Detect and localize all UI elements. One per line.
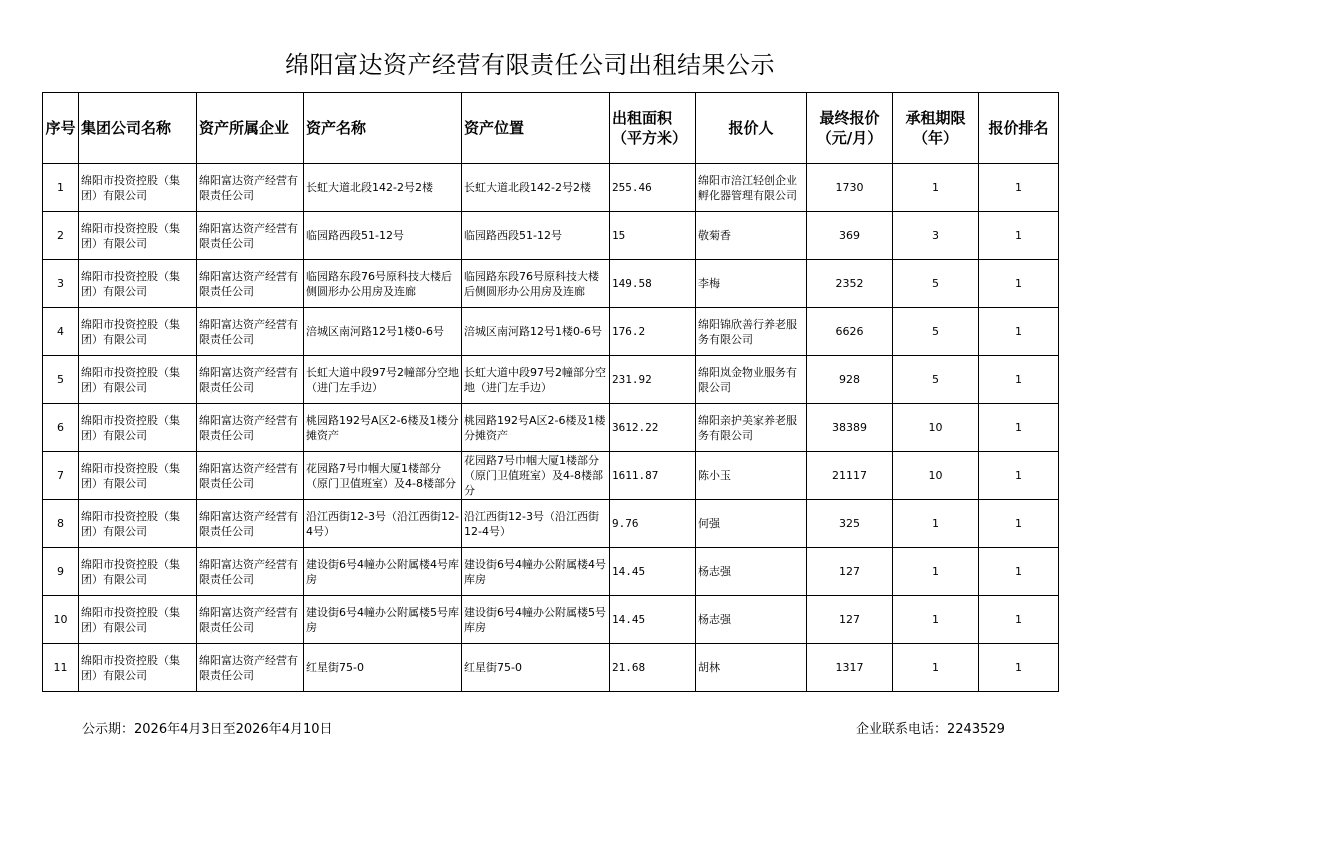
cell-bid-rank: 1 <box>979 308 1059 356</box>
header-bid-rank: 报价排名 <box>979 93 1059 164</box>
cell-owner-enterprise: 绵阳富达资产经营有限责任公司 <box>197 452 304 500</box>
cell-owner-enterprise: 绵阳富达资产经营有限责任公司 <box>197 404 304 452</box>
header-final-price: 最终报价（元/月） <box>807 93 893 164</box>
cell-bid-rank: 1 <box>979 164 1059 212</box>
cell-final-price: 1730 <box>807 164 893 212</box>
cell-rental-area: 3612.22 <box>610 404 696 452</box>
header-group-company: 集团公司名称 <box>79 93 197 164</box>
cell-lease-term: 10 <box>893 404 979 452</box>
cell-lease-term: 5 <box>893 260 979 308</box>
cell-lease-term: 1 <box>893 596 979 644</box>
cell-rental-area: 14.45 <box>610 548 696 596</box>
cell-bid-rank: 1 <box>979 644 1059 692</box>
cell-lease-term: 3 <box>893 212 979 260</box>
cell-bidder: 杨志强 <box>696 596 807 644</box>
cell-final-price: 21117 <box>807 452 893 500</box>
cell-owner-enterprise: 绵阳富达资产经营有限责任公司 <box>197 212 304 260</box>
cell-group-company: 绵阳市投资控股（集团）有限公司 <box>79 308 197 356</box>
cell-asset-location: 建设街6号4幢办公附属楼5号库房 <box>462 596 610 644</box>
cell-asset-location: 花园路7号巾帼大厦1楼部分（原门卫值班室）及4-8楼部分 <box>462 452 610 500</box>
cell-final-price: 928 <box>807 356 893 404</box>
cell-group-company: 绵阳市投资控股（集团）有限公司 <box>79 644 197 692</box>
cell-group-company: 绵阳市投资控股（集团）有限公司 <box>79 548 197 596</box>
cell-asset-location: 长虹大道北段142-2号2楼 <box>462 164 610 212</box>
cell-index: 7 <box>43 452 79 500</box>
cell-index: 6 <box>43 404 79 452</box>
table-row <box>43 404 1059 452</box>
cell-final-price: 2352 <box>807 260 893 308</box>
cell-asset-name: 建设街6号4幢办公附属楼5号库房 <box>304 596 462 644</box>
cell-rental-area: 9.76 <box>610 500 696 548</box>
cell-lease-term: 5 <box>893 356 979 404</box>
cell-asset-name: 长虹大道中段97号2幢部分空地（进门左手边） <box>304 356 462 404</box>
cell-index: 11 <box>43 644 79 692</box>
rental-results-table <box>42 92 1059 692</box>
cell-bidder: 何强 <box>696 500 807 548</box>
cell-bid-rank: 1 <box>979 596 1059 644</box>
cell-final-price: 369 <box>807 212 893 260</box>
table-row <box>43 644 1059 692</box>
cell-asset-location: 桃园路192号A区2-6楼及1楼分摊资产 <box>462 404 610 452</box>
cell-bidder: 杨志强 <box>696 548 807 596</box>
cell-rental-area: 1611.87 <box>610 452 696 500</box>
cell-asset-name: 建设街6号4幢办公附属楼4号库房 <box>304 548 462 596</box>
header-rental-area: 出租面积（平方米） <box>610 93 696 164</box>
cell-lease-term: 1 <box>893 548 979 596</box>
cell-bidder: 绵阳岚金物业服务有限公司 <box>696 356 807 404</box>
cell-asset-location: 红星街75-0 <box>462 644 610 692</box>
cell-owner-enterprise: 绵阳富达资产经营有限责任公司 <box>197 596 304 644</box>
cell-asset-name: 沿江西街12-3号（沿江西街12-4号） <box>304 500 462 548</box>
cell-bidder: 胡林 <box>696 644 807 692</box>
cell-bid-rank: 1 <box>979 548 1059 596</box>
cell-index: 5 <box>43 356 79 404</box>
cell-rental-area: 255.46 <box>610 164 696 212</box>
cell-owner-enterprise: 绵阳富达资产经营有限责任公司 <box>197 356 304 404</box>
cell-lease-term: 1 <box>893 644 979 692</box>
header-index: 序号 <box>43 93 79 164</box>
table-row <box>43 596 1059 644</box>
cell-bidder: 绵阳市涪江轻创企业孵化器管理有限公司 <box>696 164 807 212</box>
cell-owner-enterprise: 绵阳富达资产经营有限责任公司 <box>197 548 304 596</box>
table-row <box>43 164 1059 212</box>
table-row <box>43 260 1059 308</box>
cell-asset-name: 桃园路192号A区2-6楼及1楼分摊资产 <box>304 404 462 452</box>
cell-rental-area: 149.58 <box>610 260 696 308</box>
cell-bid-rank: 1 <box>979 500 1059 548</box>
cell-index: 3 <box>43 260 79 308</box>
publicity-period: 公示期：2026年4月3日至2026年4月10日 <box>82 722 333 737</box>
cell-index: 9 <box>43 548 79 596</box>
cell-asset-name: 红星街75-0 <box>304 644 462 692</box>
cell-bidder: 李梅 <box>696 260 807 308</box>
table-row <box>43 356 1059 404</box>
cell-rental-area: 176.2 <box>610 308 696 356</box>
cell-final-price: 127 <box>807 596 893 644</box>
cell-asset-name: 长虹大道北段142-2号2楼 <box>304 164 462 212</box>
cell-asset-location: 建设街6号4幢办公附属楼4号库房 <box>462 548 610 596</box>
cell-lease-term: 5 <box>893 308 979 356</box>
cell-asset-location: 长虹大道中段97号2幢部分空地（进门左手边） <box>462 356 610 404</box>
cell-final-price: 6626 <box>807 308 893 356</box>
cell-owner-enterprise: 绵阳富达资产经营有限责任公司 <box>197 644 304 692</box>
cell-group-company: 绵阳市投资控股（集团）有限公司 <box>79 260 197 308</box>
cell-group-company: 绵阳市投资控股（集团）有限公司 <box>79 404 197 452</box>
table-row <box>43 548 1059 596</box>
cell-index: 2 <box>43 212 79 260</box>
cell-owner-enterprise: 绵阳富达资产经营有限责任公司 <box>197 500 304 548</box>
cell-bidder: 陈小玉 <box>696 452 807 500</box>
cell-lease-term: 10 <box>893 452 979 500</box>
cell-asset-location: 涪城区南河路12号1楼0-6号 <box>462 308 610 356</box>
cell-bidder: 绵阳锦欣善行养老服务有限公司 <box>696 308 807 356</box>
cell-group-company: 绵阳市投资控股（集团）有限公司 <box>79 452 197 500</box>
table-row <box>43 500 1059 548</box>
cell-bidder: 绵阳亲护美家养老服务有限公司 <box>696 404 807 452</box>
cell-owner-enterprise: 绵阳富达资产经营有限责任公司 <box>197 164 304 212</box>
cell-bid-rank: 1 <box>979 260 1059 308</box>
cell-owner-enterprise: 绵阳富达资产经营有限责任公司 <box>197 260 304 308</box>
cell-final-price: 38389 <box>807 404 893 452</box>
cell-index: 8 <box>43 500 79 548</box>
cell-asset-location: 临园路东段76号原科技大楼后侧圆形办公用房及连廊 <box>462 260 610 308</box>
cell-lease-term: 1 <box>893 164 979 212</box>
cell-group-company: 绵阳市投资控股（集团）有限公司 <box>79 356 197 404</box>
cell-asset-name: 临园路东段76号原科技大楼后侧圆形办公用房及连廊 <box>304 260 462 308</box>
cell-final-price: 1317 <box>807 644 893 692</box>
header-bidder: 报价人 <box>696 93 807 164</box>
contact-phone: 企业联系电话：2243529 <box>856 722 1005 737</box>
cell-group-company: 绵阳市投资控股（集团）有限公司 <box>79 596 197 644</box>
cell-rental-area: 231.92 <box>610 356 696 404</box>
cell-bidder: 敬菊香 <box>696 212 807 260</box>
cell-bid-rank: 1 <box>979 452 1059 500</box>
cell-final-price: 325 <box>807 500 893 548</box>
header-lease-term: 承租期限（年） <box>893 93 979 164</box>
cell-asset-name: 花园路7号巾帼大厦1楼部分（原门卫值班室）及4-8楼部分 <box>304 452 462 500</box>
cell-bid-rank: 1 <box>979 212 1059 260</box>
cell-group-company: 绵阳市投资控股（集团）有限公司 <box>79 212 197 260</box>
cell-asset-name: 涪城区南河路12号1楼0-6号 <box>304 308 462 356</box>
table-row <box>43 452 1059 500</box>
table-row <box>43 212 1059 260</box>
cell-lease-term: 1 <box>893 500 979 548</box>
cell-index: 1 <box>43 164 79 212</box>
table-header-row <box>43 93 1059 164</box>
cell-rental-area: 21.68 <box>610 644 696 692</box>
cell-owner-enterprise: 绵阳富达资产经营有限责任公司 <box>197 308 304 356</box>
cell-asset-location: 临园路西段51-12号 <box>462 212 610 260</box>
page-title: 绵阳富达资产经营有限责任公司出租结果公示 <box>285 51 775 79</box>
table-row <box>43 308 1059 356</box>
cell-index: 10 <box>43 596 79 644</box>
cell-rental-area: 14.45 <box>610 596 696 644</box>
header-asset-name: 资产名称 <box>304 93 462 164</box>
cell-group-company: 绵阳市投资控股（集团）有限公司 <box>79 500 197 548</box>
cell-index: 4 <box>43 308 79 356</box>
cell-rental-area: 15 <box>610 212 696 260</box>
cell-asset-location: 沿江西街12-3号（沿江西街12-4号） <box>462 500 610 548</box>
cell-bid-rank: 1 <box>979 356 1059 404</box>
header-asset-location: 资产位置 <box>462 93 610 164</box>
header-owner-enterprise: 资产所属企业 <box>197 93 304 164</box>
cell-bid-rank: 1 <box>979 404 1059 452</box>
cell-final-price: 127 <box>807 548 893 596</box>
cell-asset-name: 临园路西段51-12号 <box>304 212 462 260</box>
cell-group-company: 绵阳市投资控股（集团）有限公司 <box>79 164 197 212</box>
